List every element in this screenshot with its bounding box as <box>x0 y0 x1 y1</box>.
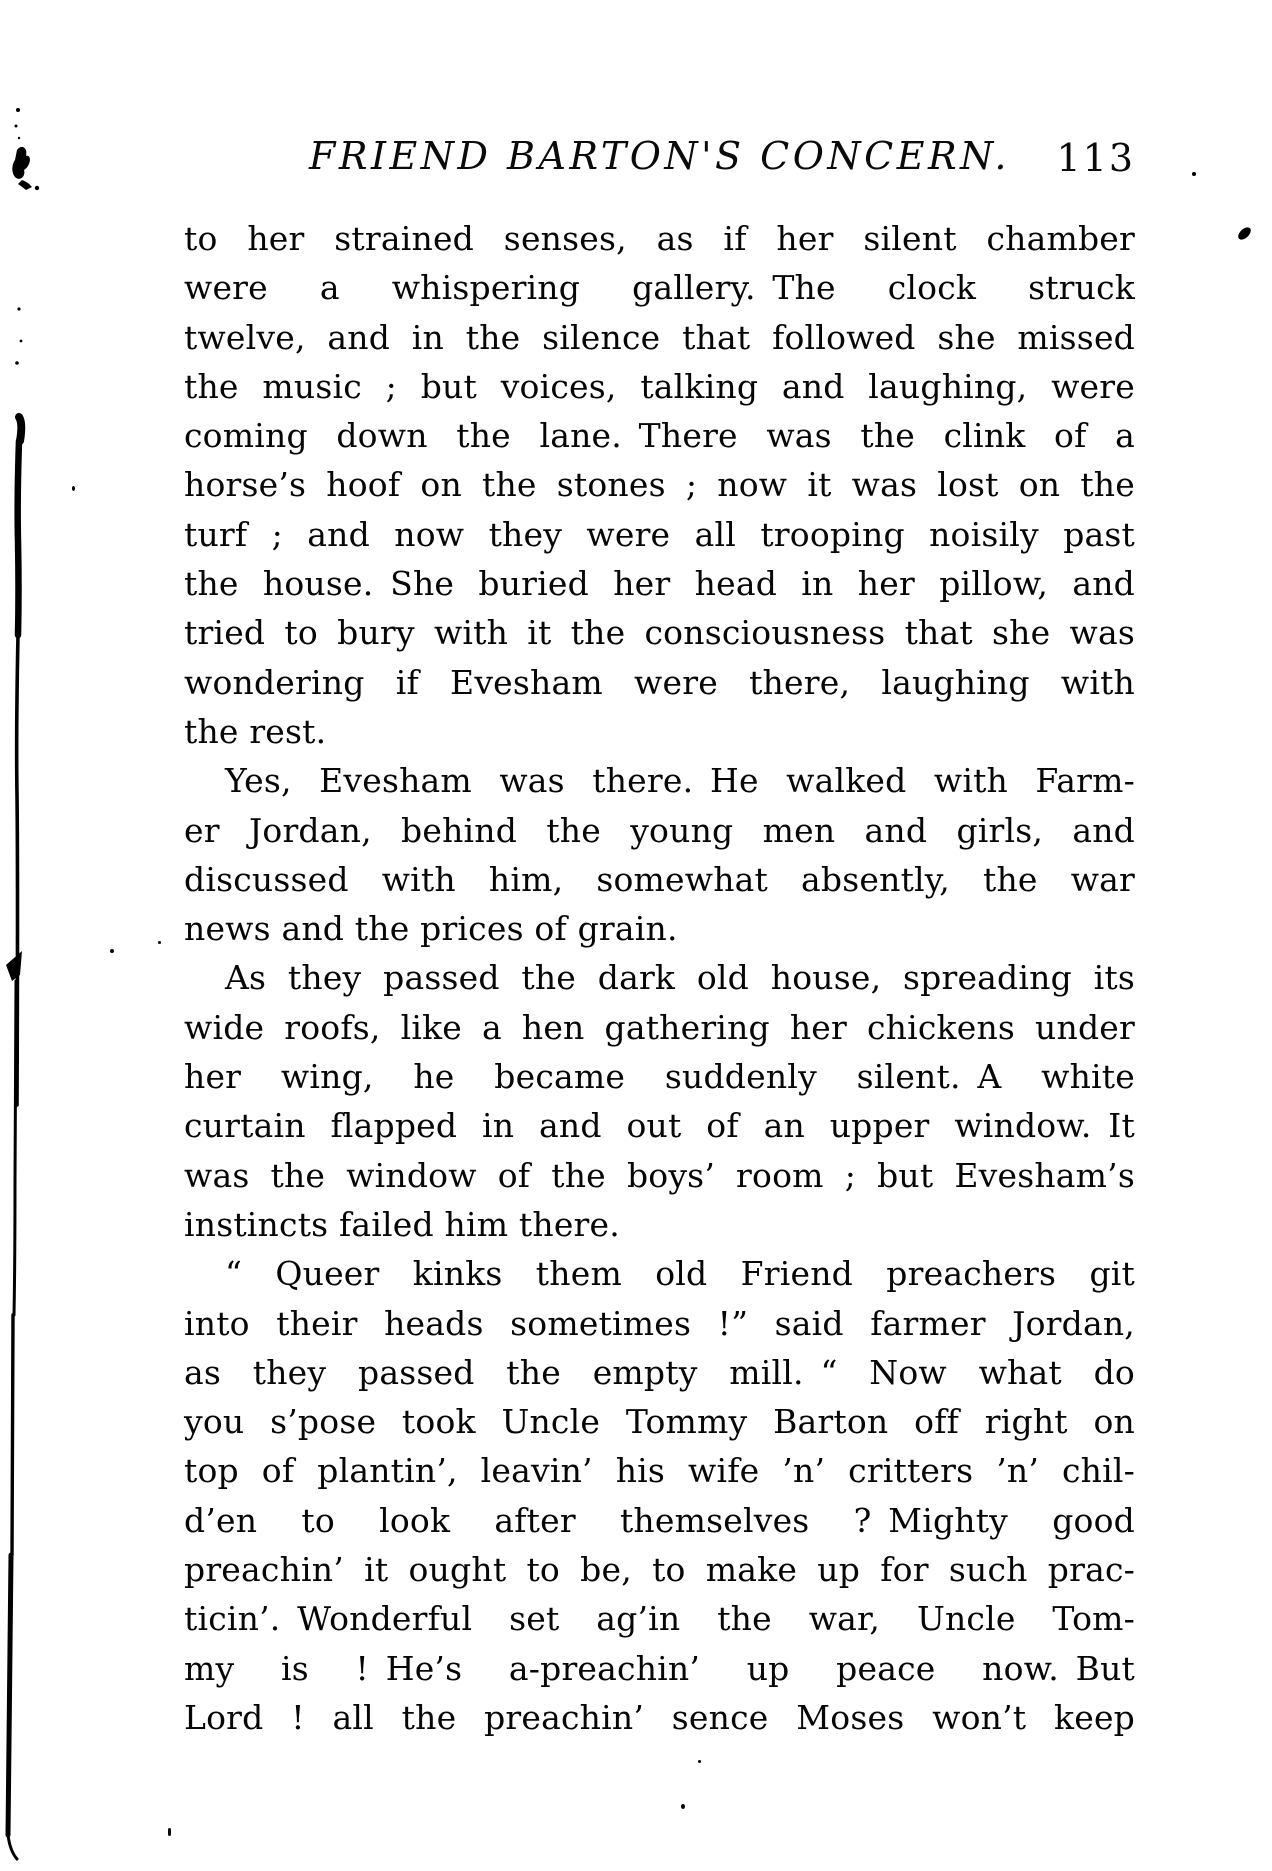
text-line: d’en to look after themselves ? Mighty good <box>184 1500 1135 1540</box>
text-line: discussed with him, somewhat absently, the war <box>184 859 1135 899</box>
text-line: tried to bury with it the consciousness that she was <box>184 613 1135 653</box>
text-line: the rest. <box>184 711 327 751</box>
text-line: Yes, Evesham was there. He walked with Farm- <box>225 761 1135 801</box>
text-line: instincts failed him there. <box>184 1204 620 1244</box>
running-title: FRIEND BARTON'S CONCERN. <box>309 134 1010 178</box>
text-line: wide roofs, like a hen gathering her chickens under <box>184 1007 1135 1047</box>
text-line: Lord ! all the preachin’ sence Moses won’t keep <box>184 1697 1135 1737</box>
ink-speck <box>110 949 114 953</box>
ink-speck <box>158 941 161 944</box>
text-line: horse’s hoof on the stones ; now it was lost on the <box>184 465 1135 505</box>
text-line: to her strained senses, as if her silent chamber <box>184 219 1135 258</box>
text-line: twelve, and in the silence that followed she missed <box>184 317 1135 357</box>
ink-speck <box>72 486 75 491</box>
ink-speck <box>1192 172 1196 176</box>
text-line: As they passed the dark old house, spreading its <box>225 958 1135 998</box>
text-block <box>184 214 1135 1742</box>
ink-speck <box>681 1804 685 1809</box>
page-number: 113 <box>1056 136 1135 180</box>
text-line: coming down the lane. There was the clink of a <box>184 416 1135 456</box>
text-line: as they passed the empty mill. “ Now what do <box>184 1352 1135 1392</box>
text-line: top of plantin’, leavin’ his wife ’n’ critters ’n’ chil- <box>184 1451 1135 1491</box>
text-line: was the window of the boys’ room ; but Evesham’s <box>184 1155 1135 1195</box>
ink-speck <box>698 1760 701 1763</box>
text-line: into their heads sometimes !” said farmer Jordan, <box>184 1303 1135 1343</box>
text-line: er Jordan, behind the young men and girls, and <box>184 810 1135 850</box>
ink-speck <box>168 1828 171 1836</box>
ink-speck <box>1236 225 1252 242</box>
gutter-streak-icon <box>0 305 34 1867</box>
text-line: my is ! He’s a-preachin’ up peace now. But <box>184 1648 1135 1688</box>
text-line: turf ; and now they were all trooping noisily past <box>184 514 1135 554</box>
text-line: news and the prices of grain. <box>184 909 678 949</box>
page-header <box>184 134 1135 186</box>
text-line: were a whispering gallery. The clock struck <box>184 268 1135 308</box>
text-line: ticin’. Wonderful set ag’in the war, Uncle Tom- <box>184 1599 1135 1639</box>
text-line: “ Queer kinks them old Friend preachers git <box>225 1254 1135 1294</box>
text-line: you s’pose took Uncle Tommy Barton off right on <box>184 1402 1135 1442</box>
text-line: her wing, he became suddenly silent. A white <box>184 1057 1135 1097</box>
text-line: wondering if Evesham were there, laughing with <box>184 662 1135 702</box>
text-line: the music ; but voices, talking and laughing, were <box>184 366 1135 406</box>
text-line: the house. She buried her head in her pillow, and <box>184 564 1135 604</box>
ink-smudge-icon <box>8 100 54 212</box>
text-line: curtain flapped in and out of an upper window. It <box>184 1106 1135 1146</box>
text-line: preachin’ it ought to be, to make up for such prac- <box>184 1550 1135 1590</box>
